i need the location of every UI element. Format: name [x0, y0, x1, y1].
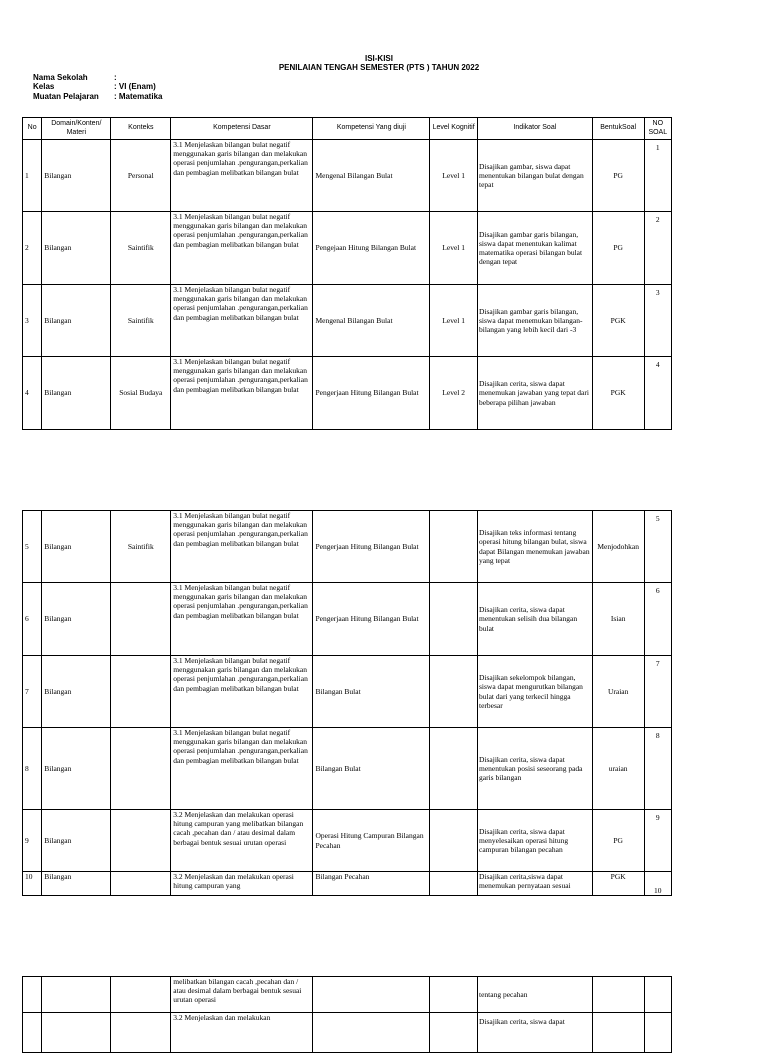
cell-konteks — [111, 810, 171, 872]
cell-domain: Bilangan — [42, 872, 111, 896]
cell-level — [430, 872, 478, 896]
cell-indikator: Disajikan cerita, siswa dapat menyelesaikan operasi hitung campuran bilangan pecahan — [478, 810, 593, 872]
meta-value: : Matematika — [114, 91, 163, 101]
cell-domain: Bilangan — [42, 810, 111, 872]
cell-bentuk: PG — [592, 212, 644, 285]
cell-level — [430, 1013, 478, 1053]
cell-kd: 3.1 Menjelaskan bilangan bulat negatif menggunakan garis bilangan dan melakukan operasi penjumlahan .pengurangan,perkalian dan pembagian melibatkan bilangan bulat — [171, 511, 313, 583]
cell-kd: 3.1 Menjelaskan bilangan bulat negatif menggunakan garis bilangan dan melakukan operasi penjumlahan .pengurangan,perkalian dan pembagian melibatkan bilangan bulat — [171, 728, 313, 810]
meta-label: Kelas — [33, 82, 55, 92]
meta-class — [33, 82, 162, 91]
table-row — [23, 357, 672, 430]
cell-nosoal: 3 — [644, 285, 671, 357]
cell-nosoal: 7 — [644, 656, 671, 728]
cell-nosoal: 4 — [644, 357, 671, 430]
cell-kyd: Mengenal Bilangan Bulat — [313, 140, 430, 212]
meta-block — [33, 73, 162, 101]
cell-no: 4 — [23, 357, 42, 430]
meta-label: Nama Sekolah — [33, 73, 88, 82]
cell-konteks — [111, 583, 171, 656]
cell-kd: 3.2 Menjelaskan dan melakukan operasi hitung campuran yang melibatkan bilangan cacah ,pecahan dan / atau desimal dalam berbagai bentuk sesuai urutan operasi — [171, 810, 313, 872]
cell-konteks — [111, 728, 171, 810]
cell-domain — [42, 977, 111, 1013]
cell-kd: 3.1 Menjelaskan bilangan bulat negatif menggunakan garis bilangan dan melakukan operasi penjumlahan .pengurangan,perkalian dan pembagian melibatkan bilangan bulat — [171, 285, 313, 357]
cell-indikator: Disajikan cerita,siswa dapat menemukan pernyataan sesuai — [478, 872, 593, 896]
table-row — [23, 810, 672, 872]
cell-nosoal — [644, 977, 671, 1013]
cell-bentuk: PGK — [592, 872, 644, 896]
cell-kd: 3.1 Menjelaskan bilangan bulat negatif menggunakan garis bilangan dan melakukan operasi penjumlahan .pengurangan,perkalian dan pembagian melibatkan bilangan bulat — [171, 140, 313, 212]
cell-kyd: Bilangan Bulat — [313, 656, 430, 728]
cell-no: 5 — [23, 511, 42, 583]
cell-domain — [42, 1013, 111, 1053]
cell-bentuk: PGK — [592, 357, 644, 430]
cell-domain: Bilangan — [42, 583, 111, 656]
cell-konteks — [111, 872, 171, 896]
cell-nosoal: 5 — [644, 511, 671, 583]
header-cell: Kompetensi Yang diuji — [313, 118, 430, 140]
cell-kyd: Bilangan Bulat — [313, 728, 430, 810]
cell-kd: 3.1 Menjelaskan bilangan bulat negatif menggunakan garis bilangan dan melakukan operasi penjumlahan .pengurangan,perkalian dan pembagian melibatkan bilangan bulat — [171, 656, 313, 728]
cell-domain: Bilangan — [42, 285, 111, 357]
cell-domain: Bilangan — [42, 212, 111, 285]
cell-level — [430, 583, 478, 656]
meta-subject — [33, 92, 162, 101]
header-cell: Domain/Konten/ Materi — [42, 118, 111, 140]
cell-no: 3 — [23, 285, 42, 357]
cell-indikator: tentang pecahan — [478, 977, 593, 1013]
cell-domain: Bilangan — [42, 357, 111, 430]
cell-bentuk — [592, 977, 644, 1013]
cell-no: 1 — [23, 140, 42, 212]
cell-bentuk: PG — [592, 140, 644, 212]
cell-konteks — [111, 656, 171, 728]
table-row — [23, 212, 672, 285]
cell-kd: 3.1 Menjelaskan bilangan bulat negatif menggunakan garis bilangan dan melakukan operasi penjumlahan .pengurangan,perkalian dan pembagian melibatkan bilangan bulat — [171, 357, 313, 430]
cell-kyd: Pengerjaan Hitung Bilangan Bulat — [313, 357, 430, 430]
cell-konteks: Sosial Budaya — [111, 357, 171, 430]
cell-indikator: Disajikan cerita, siswa dapat menentukan posisi seseorang pada garis bilangan — [478, 728, 593, 810]
cell-domain: Bilangan — [42, 656, 111, 728]
cell-no: 8 — [23, 728, 42, 810]
meta-school — [33, 73, 162, 82]
header-cell: BentukSoal — [592, 118, 644, 140]
cell-indikator: Disajikan gambar garis bilangan, siswa dapat menentukan kalimat matematika operasi bilangan bulat dengan tepat — [478, 212, 593, 285]
cell-kyd — [313, 1013, 430, 1053]
cell-indikator: Disajikan gambar, siswa dapat menentukan bilangan bulat dengan tepat — [478, 140, 593, 212]
doc-title-1: ISI-KISI — [364, 54, 393, 63]
cell-no: 10 — [23, 872, 42, 896]
meta-value: : — [114, 73, 117, 82]
meta-label: Muatan Pelajaran — [33, 91, 99, 101]
table-row — [23, 140, 672, 212]
table-row — [23, 583, 672, 656]
cell-konteks — [111, 977, 171, 1013]
header-cell: No — [23, 118, 42, 140]
cell-nosoal: 8 — [644, 728, 671, 810]
table-row — [23, 728, 672, 810]
grid-table-1 — [22, 117, 672, 430]
cell-kd: melibatkan bilangan cacah ,pecahan dan / atau desimal dalam berbagai bentuk sesuai urutan operasi — [171, 977, 313, 1013]
cell-kd: 3.2 Menjelaskan dan melakukan operasi hitung campuran yang — [171, 872, 313, 896]
cell-kyd: Pengerjaan Hitung Bilangan Bulat — [313, 583, 430, 656]
table-row — [23, 656, 672, 728]
cell-kd: 3.2 Menjelaskan dan melakukan — [171, 1013, 313, 1053]
cell-indikator: Disajikan sekelompok bilangan, siswa dapat mengurutkan bilangan bulat dari yang terkecil hingga terbesar — [478, 656, 593, 728]
cell-nosoal: 6 — [644, 583, 671, 656]
table-row — [23, 285, 672, 357]
cell-kd: 3.1 Menjelaskan bilangan bulat negatif menggunakan garis bilangan dan melakukan operasi penjumlahan .pengurangan,perkalian dan pembagian melibatkan bilangan bulat — [171, 212, 313, 285]
cell-kyd — [313, 977, 430, 1013]
cell-level — [430, 977, 478, 1013]
cell-kyd: Operasi Hitung Campuran Bilangan Pecahan — [313, 810, 430, 872]
cell-level: Level 1 — [430, 212, 478, 285]
cell-indikator: Disajikan cerita, siswa dapat menemukan jawaban yang tepat dari beberapa pilihan jawaban — [478, 357, 593, 430]
cell-nosoal — [644, 1013, 671, 1053]
cell-level: Level 1 — [430, 285, 478, 357]
cell-nosoal: 9 — [644, 810, 671, 872]
cell-kyd: Pengejaan Hitung Bilangan Bulat — [313, 212, 430, 285]
table-header-row — [23, 118, 672, 140]
cell-bentuk: Uraian — [592, 656, 644, 728]
cell-konteks — [111, 1013, 171, 1053]
table-row — [23, 872, 672, 896]
grid-table-3 — [22, 976, 672, 1053]
meta-value: : VI (Enam) — [114, 82, 156, 92]
grid-table-2 — [22, 510, 672, 896]
cell-konteks: Saintifik — [111, 212, 171, 285]
cell-bentuk — [592, 1013, 644, 1053]
cell-bentuk: Menjodohkan — [592, 511, 644, 583]
cell-level — [430, 728, 478, 810]
table-row — [23, 977, 672, 1013]
header-cell: Level Kognitif — [430, 118, 478, 140]
cell-no — [23, 1013, 42, 1053]
cell-indikator: Disajikan teks informasi tentang operasi hitung bilangan bulat, siswa dapat Bilangan menemukan jawaban yang tepat — [478, 511, 593, 583]
table-row — [23, 511, 672, 583]
cell-no: 2 — [23, 212, 42, 285]
cell-nosoal: 10 — [644, 872, 671, 896]
cell-bentuk: uraian — [592, 728, 644, 810]
cell-domain: Bilangan — [42, 140, 111, 212]
cell-no: 6 — [23, 583, 42, 656]
header-cell: Konteks — [111, 118, 171, 140]
cell-bentuk: Isian — [592, 583, 644, 656]
cell-konteks: Personal — [111, 140, 171, 212]
header-cell: Kompetensi Dasar — [171, 118, 313, 140]
cell-kyd: Pengerjaan Hitung Bilangan Bulat — [313, 511, 430, 583]
cell-indikator: Disajikan cerita, siswa dapat menentukan selisih dua bilangan bulat — [478, 583, 593, 656]
cell-domain: Bilangan — [42, 511, 111, 583]
cell-no: 9 — [23, 810, 42, 872]
cell-bentuk: PGK — [592, 285, 644, 357]
cell-no — [23, 977, 42, 1013]
cell-level: Level 2 — [430, 357, 478, 430]
cell-bentuk: PG — [592, 810, 644, 872]
cell-nosoal: 1 — [644, 140, 671, 212]
cell-kyd: Mengenal Bilangan Bulat — [313, 285, 430, 357]
cell-konteks: Saintifik — [111, 285, 171, 357]
cell-indikator: Disajikan gambar garis bilangan, siswa dapat menemukan bilangan-bilangan yang lebih kecil dari -3 — [478, 285, 593, 357]
cell-domain: Bilangan — [42, 728, 111, 810]
cell-no: 7 — [23, 656, 42, 728]
cell-kd: 3.1 Menjelaskan bilangan bulat negatif menggunakan garis bilangan dan melakukan operasi penjumlahan .pengurangan,perkalian dan pembagian melibatkan bilangan bulat — [171, 583, 313, 656]
header-cell: Indikator Soal — [478, 118, 593, 140]
doc-title-2: PENILAIAN TENGAH SEMESTER (PTS ) TAHUN 2022 — [278, 63, 480, 72]
cell-nosoal: 2 — [644, 212, 671, 285]
cell-level — [430, 810, 478, 872]
cell-level — [430, 511, 478, 583]
cell-kyd: Bilangan Pecahan — [313, 872, 430, 896]
cell-konteks: Saintifik — [111, 511, 171, 583]
cell-indikator: Disajikan cerita, siswa dapat — [478, 1013, 593, 1053]
table-row — [23, 1013, 672, 1053]
cell-level: Level 1 — [430, 140, 478, 212]
header-cell: NO SOAL — [644, 118, 671, 140]
cell-level — [430, 656, 478, 728]
